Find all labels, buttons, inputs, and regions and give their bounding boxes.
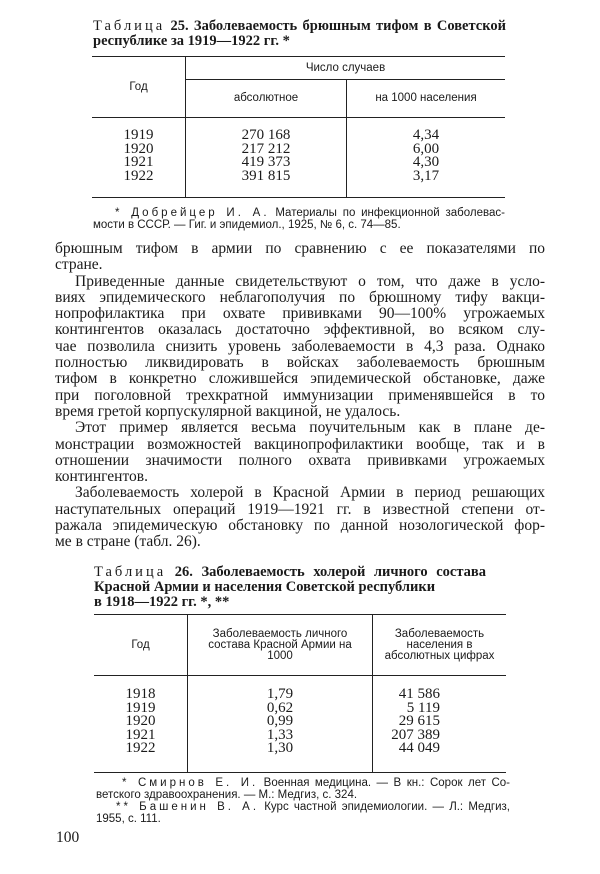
paragraph bbox=[55, 274, 545, 421]
text-line: время гретой корпускулярной вакциной, не удалось. bbox=[55, 402, 401, 420]
paragraph bbox=[55, 485, 545, 550]
cell: 29 615 bbox=[398, 713, 440, 729]
text-line: контингентов. bbox=[55, 468, 148, 486]
table-label: Таблица bbox=[93, 18, 166, 34]
absolute-column bbox=[186, 118, 347, 198]
cell: 44 049 bbox=[398, 740, 440, 756]
text-line: при поголовной трехкратной иммунизации применявшейся в то bbox=[55, 386, 545, 404]
table-26-caption bbox=[94, 565, 486, 610]
population-column bbox=[373, 676, 507, 773]
footnote-text: Курс частной эпидемиологии. — Л.: Медгиз, bbox=[264, 801, 510, 813]
cell: 207 389 bbox=[391, 726, 440, 743]
cell: 1918 bbox=[125, 686, 156, 702]
text-line: брюшным тифом в армии по сравнению с ее показателями по bbox=[55, 240, 545, 257]
footnote-author: * Добрейцер И. А. bbox=[115, 207, 270, 219]
cell: 1921 bbox=[125, 726, 156, 743]
header-population: Заболеваемость населения в абсолютных цифрах bbox=[373, 615, 507, 676]
cell: 1922 bbox=[125, 740, 156, 756]
text-line: Этот пример является весьма поучительным как в плане де- bbox=[75, 419, 545, 437]
cell: 1,30 bbox=[266, 740, 294, 756]
per1000-column bbox=[347, 118, 506, 198]
caption-text: республике за 1919—1922 гг. * bbox=[93, 33, 290, 49]
table-25-caption bbox=[93, 19, 506, 49]
text-line: отношении значимости полного охвата прививками угрожаемых bbox=[55, 451, 545, 469]
year-column bbox=[92, 118, 186, 198]
text-line: ражала эпидемическую обстановку по данной нозологической фор- bbox=[55, 517, 545, 535]
cell: 1,79 bbox=[266, 686, 294, 702]
cell: 3,17 bbox=[412, 167, 440, 184]
text-line: полностью ликвидировать в войсках заболеваемость брюшным bbox=[55, 354, 545, 372]
footnote-text: 1955, с. 111. bbox=[96, 813, 161, 825]
header-year: Год bbox=[94, 615, 188, 676]
caption-text: Красной Армии и населения Советской республики bbox=[94, 579, 436, 595]
year-column bbox=[94, 676, 188, 773]
footnote-author: ** Башенин В. А. bbox=[116, 801, 260, 813]
cell: 0,62 bbox=[266, 699, 294, 716]
page-number: 100 bbox=[56, 829, 80, 846]
cell: 1920 bbox=[123, 140, 154, 157]
footnote-author: * Смирнов Е. И. bbox=[122, 777, 259, 789]
table-label: Таблица bbox=[94, 564, 167, 580]
text-line: монстрации возможностей вакцинопрофилактики вообще, так и в bbox=[55, 435, 545, 453]
text-line: Заболеваемость холерой в Красной Армии в период решающих bbox=[75, 484, 545, 502]
footnote-text: ветского здравоохранения. — М.: Медгиз, с. 324. bbox=[96, 789, 358, 801]
cell: 41 586 bbox=[398, 686, 440, 702]
cell: 1921 bbox=[123, 154, 154, 170]
cell: 5 119 bbox=[406, 699, 440, 716]
text-line: ме в стране (табл. 26). bbox=[55, 533, 201, 551]
paragraph bbox=[55, 241, 545, 274]
header-per1000: на 1000 населения bbox=[347, 80, 506, 118]
caption-text: 26. Заболеваемость холерой личного состава bbox=[174, 564, 486, 580]
table-25-footnote bbox=[93, 207, 505, 231]
cell: 1922 bbox=[123, 167, 154, 184]
cell: 4,30 bbox=[412, 154, 440, 170]
cell: 217 212 bbox=[241, 140, 291, 157]
paragraph bbox=[55, 420, 545, 485]
cell: 270 168 bbox=[241, 127, 291, 143]
cell: 419 373 bbox=[241, 154, 291, 170]
text-line: тифом в конкретно сложившейся эпидемической обстановке, даже bbox=[55, 370, 545, 388]
cell: 1919 bbox=[123, 127, 154, 143]
table-26-footnotes bbox=[96, 777, 510, 825]
text-line: наступательных операций 1919—1921 гг. в известной степени от- bbox=[55, 500, 545, 518]
caption-text: 25. Заболеваемость брюшным тифом в Советской bbox=[170, 18, 507, 34]
footnote-text: мости в СССР. — Гиг. и эпидемиол., 1925, № 6, с. 74—85. bbox=[93, 219, 401, 231]
text-line: нопрофилактика при охвате прививками 90—100% угрожаемых bbox=[55, 305, 545, 323]
body-text bbox=[55, 241, 545, 551]
footnote-text: Военная медицина. — В кн.: Сорок лет Со- bbox=[263, 777, 510, 789]
caption-text: в 1918—1922 гг. *, ** bbox=[94, 594, 230, 610]
text-line: чае позволила снизить уровень заболеваемости в 4,3 раза. Однако bbox=[55, 337, 545, 355]
text-line: Приведенные данные свидетельствуют о том, что даже в усло- bbox=[75, 272, 545, 290]
army-column bbox=[188, 676, 373, 773]
cell: 1920 bbox=[125, 713, 156, 729]
cell: 4,34 bbox=[412, 127, 440, 143]
header-army: Заболеваемость личного состава Красной Армии на 1000 bbox=[188, 615, 373, 676]
text-line: виях эпидемического неблагополучия по брюшному тифу вакци- bbox=[55, 288, 545, 306]
footnote-text: Материалы по инфекционной заболевас- bbox=[275, 207, 505, 219]
table-26 bbox=[94, 614, 506, 773]
header-cases: Число случаев bbox=[186, 57, 506, 80]
cell: 0,99 bbox=[266, 713, 294, 729]
cell: 391 815 bbox=[241, 167, 291, 184]
text-line: стране. bbox=[55, 256, 103, 274]
cell: 1,33 bbox=[266, 726, 294, 743]
cell: 6,00 bbox=[412, 140, 440, 157]
table-25 bbox=[92, 56, 505, 198]
text-line: контингентов оказалась достаточно эффективной, во всяком слу- bbox=[55, 321, 545, 339]
header-absolute: абсолютное bbox=[186, 80, 347, 118]
header-year: Год bbox=[92, 57, 186, 118]
cell: 1919 bbox=[125, 699, 156, 716]
